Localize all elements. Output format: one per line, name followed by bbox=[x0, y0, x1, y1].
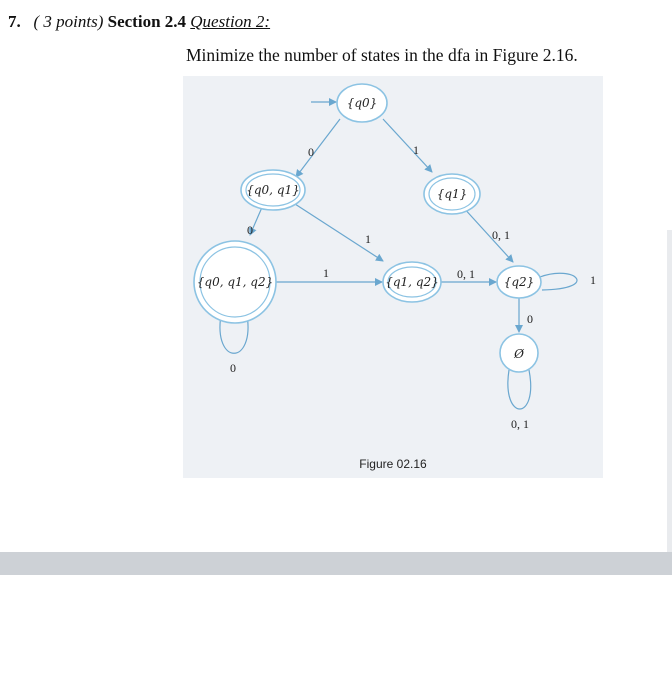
figure-caption: Figure 02.16 bbox=[359, 457, 427, 471]
state-q2-label: {q2} bbox=[503, 275, 535, 289]
question-points: ( 3 points) bbox=[33, 12, 104, 31]
state-q1q2-label: {q1, q2} bbox=[385, 275, 439, 289]
dfa-diagram bbox=[183, 76, 603, 478]
label-q0-q1: 1 bbox=[413, 143, 419, 157]
state-q1q2 bbox=[383, 262, 441, 302]
state-q0-label: {q0} bbox=[346, 96, 378, 110]
label-q0-q0q1: 0 bbox=[308, 145, 314, 159]
edge-q0-q0q1 bbox=[296, 119, 340, 177]
state-q0 bbox=[337, 84, 387, 122]
question-section: Section 2.4 bbox=[107, 12, 187, 31]
label-q0q1-q0q1q2: 0 bbox=[247, 223, 253, 237]
page-separator-band bbox=[0, 552, 672, 575]
label-q1q2-q2: 0, 1 bbox=[457, 267, 475, 281]
label-loop-empty: 0, 1 bbox=[511, 417, 529, 431]
edge-loop-q2 bbox=[540, 273, 577, 290]
question-prompt: Minimize the number of states in the dfa in Figure 2.16. bbox=[186, 45, 578, 65]
state-q1 bbox=[424, 174, 480, 214]
state-empty-label: Ø bbox=[514, 347, 524, 361]
label-loop-q0q1q2: 0 bbox=[230, 361, 236, 375]
edge-q0-q1 bbox=[383, 119, 432, 172]
edge-loop-empty bbox=[508, 370, 531, 409]
label-loop-q2: 1 bbox=[590, 273, 596, 287]
state-q0q1 bbox=[241, 170, 305, 210]
scrollbar-track[interactable] bbox=[667, 230, 672, 552]
state-q2 bbox=[497, 266, 541, 298]
state-empty bbox=[500, 334, 538, 372]
dfa-figure bbox=[183, 76, 603, 478]
label-q1-q2: 0, 1 bbox=[492, 228, 510, 242]
label-q0q1-q1q2: 1 bbox=[365, 232, 371, 246]
label-q0q1q2-q1q2: 1 bbox=[323, 266, 329, 280]
state-q0q1q2 bbox=[194, 241, 276, 323]
state-q1-label: {q1} bbox=[436, 187, 468, 201]
question-title: Question 2: bbox=[190, 12, 271, 31]
question-number: 7. bbox=[8, 12, 21, 31]
question-header bbox=[8, 12, 270, 32]
label-q2-empty: 0 bbox=[527, 312, 533, 326]
state-q0q1-label: {q0, q1} bbox=[246, 183, 300, 197]
state-q0q1q2-label: {q0, q1, q2} bbox=[196, 275, 274, 289]
